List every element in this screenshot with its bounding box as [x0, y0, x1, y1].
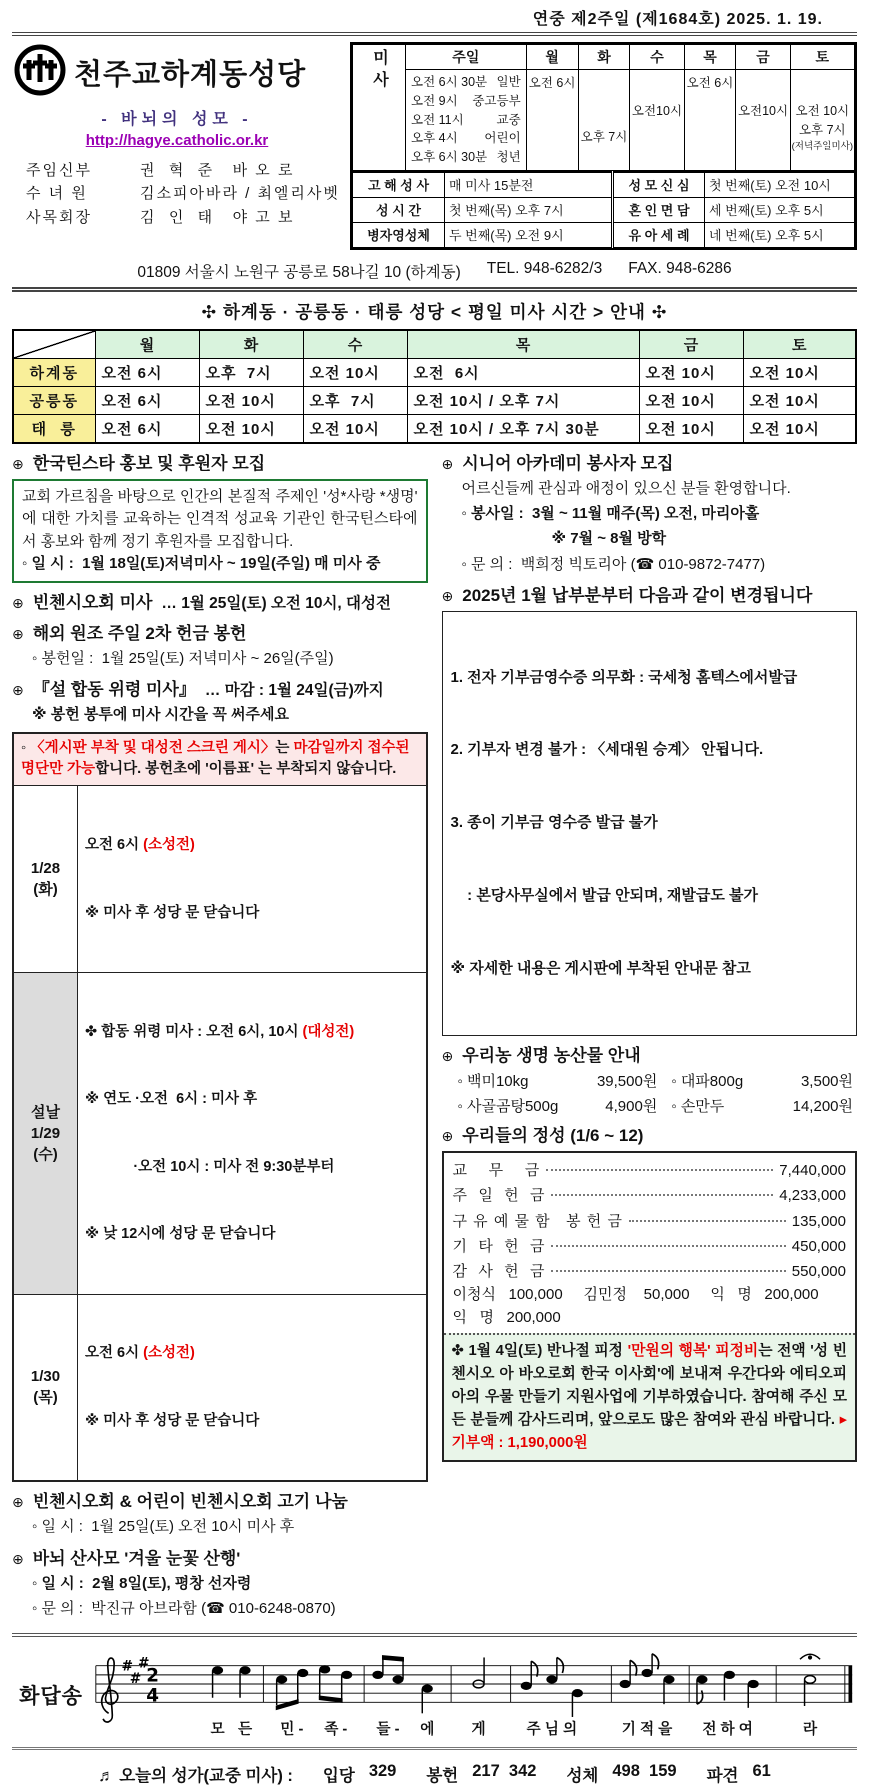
memo-text-red: 마감일까지 접수된 명단만 가능	[21, 739, 410, 778]
section-title: 『설 합동 위령 미사』	[32, 680, 196, 700]
mass-time-cell: 오전 6시	[95, 386, 199, 414]
product-price: 4,900원	[605, 1098, 658, 1116]
notes	[213, 1654, 821, 1717]
offering-amount: 450,000	[791, 1237, 846, 1255]
svg-text:2: 2	[146, 1665, 159, 1687]
offering-row	[453, 1259, 847, 1284]
svg-text:모: 모	[210, 1721, 225, 1738]
weekday-table-title: ✣ 하계동 · 공릉동 · 태릉 성당 < 평일 미사 시간 > 안내 ✣	[201, 301, 668, 322]
svg-text:#: #	[137, 1655, 150, 1672]
offering-label: 주 일 헌 금	[452, 1187, 546, 1205]
memo-text: ※ 미사 후 성당 문 닫습니다	[85, 904, 260, 921]
mass-time-cell: 오전 10시 / 오후 7시	[407, 386, 639, 414]
hymn-number: 329	[368, 1762, 397, 1781]
tax-item: 1. 전자 기부금영수증 의무화 : 국세청 홈텍스에서발급	[450, 668, 798, 686]
mass-group: 일반	[496, 75, 521, 89]
dotted-leader	[546, 1169, 773, 1171]
masthead	[12, 36, 857, 254]
mass-mon: 오전 6시	[526, 70, 578, 171]
memo-text-red: (대성전)	[302, 1023, 355, 1040]
svc-value: 세 번째(토) 오후 5시	[705, 197, 855, 222]
wt-col: 화	[199, 330, 303, 359]
mass-schedule-table	[350, 42, 857, 250]
section-hiking	[12, 1548, 428, 1621]
mass-thu: 오전 6시	[684, 70, 736, 171]
mass-time-cell: 오후 7시	[303, 386, 407, 414]
address: 01809 서울시 노원구 공릉로 58나길 10 (하계동)	[137, 263, 461, 281]
memo-text-red: 〈게시판 부착 및 대성전 스크린 게시〉	[30, 739, 276, 756]
svg-text:4: 4	[146, 1685, 159, 1707]
senior-line: ◦ 문 의 : 백희정 빅토리아 (☎ 010-9872-7477)	[461, 555, 766, 573]
tax-item: 2. 기부자 변경 불가 : 〈세대원 승계〉 안됩니다.	[450, 741, 764, 759]
memorial-box-header	[14, 734, 426, 786]
time-signature	[146, 1665, 159, 1706]
key-signature	[121, 1656, 149, 1688]
response-label: 화답송	[19, 1685, 83, 1709]
retreat-donation-note	[444, 1333, 856, 1460]
product-name: ◦ 사골곰탕500g	[457, 1098, 559, 1116]
table-row	[13, 358, 856, 386]
memo-text: ※ 연도 ·오전 6시 : 미사 후	[85, 1091, 258, 1108]
staff-name: 권 혁 준 바 오 로	[140, 162, 295, 179]
svg-text:든: 든	[238, 1721, 253, 1738]
dotted-leader	[551, 1270, 785, 1272]
mass-time: 오후 6시 30분	[411, 150, 488, 164]
hymn-entry	[707, 1762, 771, 1786]
section-cross-icon: ⊕	[12, 455, 24, 472]
section-title: 바뇌 산사모 '겨울 눈꽃 산행'	[32, 1548, 241, 1568]
mass-time: 오전 11시	[411, 112, 464, 127]
offering-row	[453, 1209, 847, 1234]
hymn-label: 성체	[566, 1767, 599, 1786]
todays-hymns	[12, 1750, 857, 1792]
mass-tue: 오후 7시	[578, 70, 630, 171]
svc-label: 성 시 간	[353, 197, 445, 222]
hymn-prefix: ♬ 오늘의 성가(교중 미사) :	[98, 1767, 293, 1786]
mass-sat-pm: 오후 7시	[798, 122, 846, 137]
memorial-detail	[78, 1295, 426, 1481]
farm-price-list	[442, 1067, 858, 1116]
parish-label: 태 릉	[13, 414, 95, 443]
wt-col: 토	[743, 330, 856, 359]
dotted-leader	[629, 1220, 786, 1222]
svg-text:에: 에	[420, 1721, 435, 1738]
sunday-masses	[406, 70, 527, 171]
product-name: ◦ 대파800g	[671, 1073, 744, 1091]
mass-time-cell: 오전 10시 / 오후 7시 30분	[407, 414, 639, 443]
memorial-date	[14, 786, 78, 972]
section-vincent-mass	[12, 592, 428, 614]
memorial-detail	[78, 973, 426, 1294]
mass-col-thu: 목	[684, 45, 736, 70]
hymn-entry	[323, 1762, 396, 1786]
seol-note: ※ 봉헌 봉투에 미사 시간을 꼭 써주세요	[32, 706, 289, 724]
mass-time: 오후 4시	[411, 131, 458, 146]
svg-text:#: #	[129, 1671, 142, 1688]
left-column	[12, 453, 428, 1629]
memo-text: ※ 낮 12시에 성당 문 닫습니다	[85, 1226, 276, 1243]
product-price: 39,500원	[596, 1073, 658, 1091]
memo-text: ※ 미사 후 성당 문 닫습니다	[85, 1412, 260, 1429]
mass-sat-note: (저녁주일미사)	[791, 140, 853, 152]
mass-sat-am: 오전 10시	[795, 104, 850, 118]
mass-group: 교중	[496, 112, 521, 127]
mass-time-cell: 오후 7시	[199, 358, 303, 386]
issue-line: 연중 제2주일 (제1684호) 2025. 1. 19.	[532, 11, 823, 28]
mass-wed: 오전10시	[630, 70, 684, 171]
church-url-link[interactable]: http://hagye.catholic.or.kr	[85, 132, 269, 149]
memo-text: ◦	[21, 739, 31, 756]
offering-amount: 4,233,000	[779, 1187, 846, 1205]
svc-label: 성 모 신 심	[613, 172, 705, 198]
hymn-label: 입당	[322, 1767, 355, 1786]
treble-clef-icon	[102, 1658, 118, 1722]
services-table	[352, 171, 855, 248]
svg-text:족 -: 족 -	[324, 1721, 348, 1738]
section-detail: … 마감 : 1월 24일(금)까지	[204, 682, 384, 700]
product-price: 3,500원	[800, 1073, 853, 1091]
memo-text: 오전 6시	[85, 1345, 144, 1362]
mass-time: 오전 6시 30분	[411, 75, 488, 89]
date-line: 설날	[31, 1103, 60, 1121]
farm-item	[671, 1095, 853, 1116]
date-line: (목)	[33, 1389, 58, 1407]
mass-col-fri: 금	[736, 45, 790, 70]
wt-col: 수	[303, 330, 407, 359]
memo-text-red: (소성전)	[143, 1345, 195, 1362]
offering-label: 구 유 예 물 함 봉 헌 금	[452, 1212, 623, 1230]
section-cross-icon: ⊕	[12, 594, 24, 611]
staff-role: 주임신부	[26, 162, 92, 179]
svc-label: 고 해 성 사	[353, 172, 445, 198]
offering-amount: 7,440,000	[779, 1162, 846, 1180]
section-detail: … 1월 25일(토) 오전 10시, 대성전	[161, 594, 391, 612]
section-title: 한국틴스타 홍보 및 후원자 모집	[32, 453, 266, 473]
section-tax-receipt	[442, 585, 858, 1036]
mass-time-cell: 오전 10시	[639, 414, 743, 443]
church-subtitle: - 바뇌의 성모 -	[101, 111, 253, 128]
memorial-row	[14, 785, 426, 972]
section-title: 우리농 생명 농산물 안내	[462, 1045, 641, 1065]
svc-label: 병자영성체	[353, 222, 445, 247]
parish-label: 하계동	[13, 358, 95, 386]
staff-role: 사목회장	[26, 208, 92, 226]
staff-list	[12, 159, 342, 229]
mass-group: 청년	[496, 150, 521, 164]
right-column	[442, 453, 858, 1629]
senior-line: 어르신들께 관심과 애정이 있으신 분들 환영합니다.	[461, 479, 791, 497]
mass-group: 중고등부	[472, 93, 521, 108]
donor-line: 익 명 200,000	[452, 1308, 561, 1326]
mass-col-sat: 토	[790, 45, 854, 70]
teenstar-when: ◦ 일 시 : 1월 18일(토)저녁미사 ~ 19일(주일) 매 미사 중	[22, 555, 381, 573]
offering-row	[453, 1158, 847, 1183]
hiking-date: ◦ 일 시 : 2월 8일(토), 평창 선자령	[32, 1574, 252, 1592]
hymn-number: 498 159	[612, 1762, 677, 1781]
dotted-leader	[551, 1194, 773, 1196]
mass-sat	[790, 70, 854, 171]
section-teenstar	[12, 453, 428, 583]
staff-name: 김소피아바라 / 최엘리사벳	[140, 185, 340, 203]
note-text: 는 전액 '성 빈첸시오 아 바오로회 한국 이사회'에 보내져 우간다와 에티오피아의 우물 만들기 지원사업에 기부하였습니다. 참여해 주신 모든 분들께 감사드리며, 앞으로도 많은 참여와 관심 바랍니다.	[451, 1343, 848, 1428]
memo-text: 합니다. 봉헌초에 '이름표' 는 부착되지 않습니다.	[95, 761, 397, 778]
teenstar-body: 교회 가르침을 바탕으로 인간의 본질적 주제인 '성*사랑 *생명' 에 대한 가치를 교육하는 인격적 성교육 기관인 한국틴스타에서 홍보와 함께 정기 후원자를 모집합니다.	[22, 487, 418, 550]
offering-row	[453, 1183, 847, 1208]
svc-label: 유 아 세 례	[613, 222, 705, 247]
svg-text:게: 게	[471, 1721, 486, 1738]
memorial-detail	[78, 786, 426, 972]
fax: FAX. 948-6286	[628, 259, 732, 277]
weekday-mass-table	[12, 329, 857, 444]
mass-col-mon: 월	[526, 45, 578, 70]
svc-value: 매 미사 15분전	[445, 172, 613, 198]
hiking-contact: ◦ 문 의 : 박진규 아브라함 (☎ 010-6248-0870)	[32, 1599, 336, 1617]
mass-time-cell: 오전 10시	[743, 386, 856, 414]
memo-text: ✤ 합동 위령 미사 : 오전 6시, 10시	[85, 1023, 303, 1040]
date-line: 1/30	[30, 1368, 61, 1386]
mass-time-cell: 오전 10시	[303, 358, 407, 386]
svg-text:#: #	[121, 1658, 133, 1675]
mass-time-cell: 오전 10시	[639, 386, 743, 414]
mass-time-cell: 오전 6시	[407, 358, 639, 386]
teenstar-box	[12, 479, 428, 583]
offering-label: 기 타 헌 금	[452, 1237, 546, 1255]
svg-text:라: 라	[802, 1721, 818, 1738]
mass-time-cell: 오전 10시	[303, 414, 407, 443]
mass-time-cell: 오전 10시	[199, 414, 303, 443]
masthead-left	[12, 42, 342, 250]
farm-item	[671, 1070, 853, 1091]
donor-line: 이청식 100,000 김민정 50,000 익 명 200,000	[452, 1286, 819, 1304]
staff-row	[26, 159, 342, 182]
note-text: ✤ 1월 4일(토) 반나절 피정	[451, 1343, 628, 1360]
wt-col: 월	[95, 330, 199, 359]
memorial-row	[14, 972, 426, 1294]
svc-label: 혼 인 면 담	[613, 197, 705, 222]
mass-time-cell: 오전 6시	[95, 358, 199, 386]
offering-amount: 135,000	[791, 1212, 846, 1230]
section-cross-icon: ⊕	[12, 625, 24, 642]
section-title: 해외 원조 주일 2차 헌금 봉헌	[32, 623, 247, 643]
wt-col: 금	[639, 330, 743, 359]
svc-value: 첫 번째(목) 오후 7시	[445, 197, 613, 222]
mass-fri: 오전10시	[736, 70, 790, 171]
staff-row	[26, 182, 342, 205]
svc-value: 두 번째(목) 오전 9시	[445, 222, 613, 247]
church-name: 천주교하계동성당	[74, 58, 307, 91]
dotted-leader	[551, 1245, 785, 1247]
memorial-mass-box	[12, 732, 428, 1483]
hymn-number: 61	[752, 1762, 771, 1781]
section-title: 빈첸시오회 & 어린이 빈첸시오회 고기 나눔	[32, 1492, 348, 1512]
staff-role: 수 녀 원	[26, 185, 88, 203]
product-name: ◦ 백미10kg	[457, 1073, 529, 1091]
section-cross-icon: ⊕	[12, 1494, 24, 1511]
note-text-red: ▸기부액 : 1,190,000원	[451, 1411, 847, 1451]
hymn-entry	[566, 1762, 676, 1786]
mass-corner-label: 미사	[353, 45, 406, 171]
section-cross-icon: ⊕	[441, 455, 454, 472]
church-logo-icon	[12, 42, 68, 102]
svg-text:기 적 을: 기 적 을	[621, 1721, 673, 1738]
mass-time-cell: 오전 10시	[199, 386, 303, 414]
memorial-date	[14, 1295, 78, 1481]
offering-amount: 550,000	[791, 1262, 846, 1280]
farm-item	[458, 1070, 658, 1091]
section-cross-icon: ⊕	[12, 682, 24, 699]
mass-col-tue: 화	[578, 45, 630, 70]
section-seol-mass	[12, 679, 428, 1482]
product-name: ◦ 손만두	[671, 1098, 725, 1116]
section-offerings	[442, 1125, 858, 1462]
diagonal-corner	[13, 330, 95, 359]
lyrics	[211, 1720, 818, 1738]
date-line: 1/29	[30, 1124, 61, 1142]
farm-item	[458, 1095, 658, 1116]
section-cross-icon: ⊕	[441, 1047, 454, 1064]
hymn-label: 파견	[706, 1767, 739, 1786]
section-cross-icon: ⊕	[441, 1128, 454, 1145]
senior-line: ※ 7월 ~ 8월 방학	[551, 530, 667, 548]
tax-item: : 본당사무실에서 발급 안되며, 재발급도 불가	[450, 887, 758, 905]
memo-text: 오전 6시	[85, 837, 144, 854]
date-line: (화)	[33, 881, 58, 899]
section-cross-icon: ⊕	[12, 1550, 24, 1567]
section-farm-products	[442, 1045, 858, 1116]
offering-label: 교 무 금	[452, 1162, 541, 1180]
section-cross-icon: ⊕	[441, 587, 454, 604]
final-barline	[849, 1666, 853, 1703]
hymn-label: 봉헌	[426, 1767, 459, 1786]
section-title: 우리들의 정성 (1/6 ~ 12)	[462, 1126, 644, 1146]
staff-row	[26, 206, 342, 229]
svg-text:들 -: 들 -	[376, 1721, 400, 1738]
music-staff	[94, 1645, 854, 1745]
tax-box	[442, 611, 858, 1036]
mass-group: 어린이	[484, 131, 521, 146]
mass-time-cell: 오전 10시	[743, 414, 856, 443]
memorial-date	[14, 973, 78, 1294]
mass-time-cell: 오전 10시	[743, 358, 856, 386]
date-line: 1/28	[30, 860, 61, 878]
memo-text-red: (소성전)	[143, 837, 195, 854]
wt-col: 목	[407, 330, 639, 359]
note-text-red: '만원의 행복' 피정비	[627, 1343, 759, 1360]
section-overseas-aid	[12, 623, 428, 670]
mass-time-cell: 오전 10시	[639, 358, 743, 386]
svc-value: 네 번째(토) 오후 5시	[705, 222, 855, 247]
memo-text: ·오전 10시 : 미사 전 9:30분부터	[85, 1158, 335, 1175]
overseas-date: ◦ 봉헌일 : 1월 25일(토) 저녁미사 ~ 26일(주일)	[32, 650, 334, 668]
vincent-meat-date: ◦ 일 시 : 1월 25일(토) 오전 10시 미사 후	[32, 1518, 295, 1536]
tel: TEL. 948-6282/3	[486, 259, 603, 277]
memo-text: 는	[275, 739, 294, 756]
section-title: 빈첸시오회 미사	[32, 592, 153, 612]
table-row	[13, 414, 856, 443]
section-title: 2025년 1월 납부분부터 다음과 같이 변경됩니다	[462, 585, 813, 605]
svg-text:민 -: 민 -	[280, 1721, 304, 1738]
product-price: 14,200원	[792, 1098, 853, 1116]
section-vincent-meat	[12, 1491, 428, 1538]
tax-item: 3. 종이 기부금 영수증 발급 불가	[450, 814, 658, 832]
tax-item: ※ 자세한 내용은 게시판에 부착된 안내문 참고	[450, 960, 751, 978]
svg-text:주 님 의: 주 님 의	[526, 1721, 578, 1738]
hymn-number: 217 342	[472, 1762, 537, 1781]
parish-label: 공릉동	[13, 386, 95, 414]
svc-value: 첫 번째(토) 오전 10시	[705, 172, 855, 198]
senior-line: ◦ 봉사일 : 3월 ~ 11월 매주(목) 오전, 마리아홀	[461, 505, 760, 523]
table-row	[13, 386, 856, 414]
mass-time-cell: 오전 6시	[95, 414, 199, 443]
offering-row	[453, 1234, 847, 1259]
address-line	[12, 254, 857, 287]
mass-time: 오전 9시	[411, 93, 458, 108]
offering-label: 감 사 헌 금	[452, 1262, 546, 1280]
mass-col-wed: 수	[630, 45, 684, 70]
svg-text:전 하 여: 전 하 여	[702, 1721, 753, 1738]
memorial-row	[14, 1294, 426, 1481]
section-senior-academy	[442, 453, 858, 576]
date-line: (수)	[33, 1145, 58, 1163]
mass-col-sun: 주일	[406, 45, 527, 70]
section-title: 시니어 아카데미 봉사자 모집	[462, 453, 674, 473]
staff-name: 김 인 태 야 고 보	[140, 208, 295, 226]
responsorial-psalm	[12, 1633, 857, 1750]
offerings-box	[442, 1151, 858, 1462]
hymn-entry	[426, 1762, 536, 1786]
